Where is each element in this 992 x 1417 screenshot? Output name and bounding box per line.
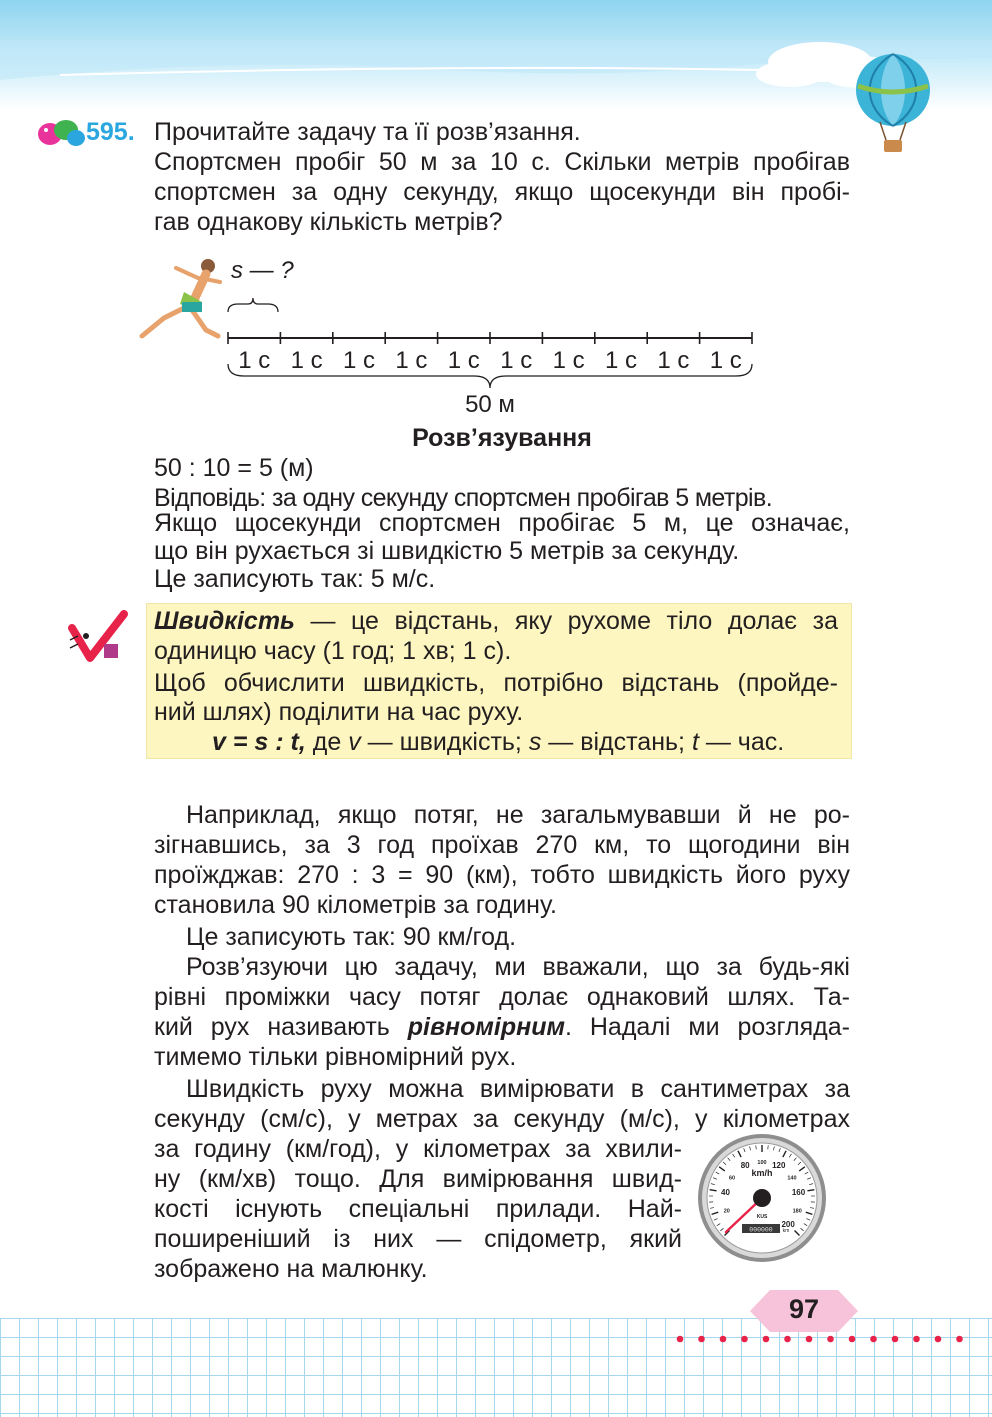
tick-label: 1 с bbox=[552, 347, 585, 374]
hot-air-balloon-icon bbox=[852, 52, 934, 156]
task-line-2: Спортсмен пробіг 50 м за 10 с. Скільки метрів пробігав bbox=[154, 148, 850, 176]
body-p3-line-1: Розв’язуючи цю задачу, ми вважали, що за будь-які bbox=[186, 953, 850, 981]
odometer-unit: km bbox=[782, 1228, 790, 1234]
solution-line-1: 50 : 10 = 5 (м) bbox=[154, 454, 314, 482]
definition-line-3: Щоб обчислити швидкість, потрібно відстань (пройде- bbox=[154, 669, 838, 697]
body-p4-line-4: ну (км/хв) тощо. Для вимірювання швид- bbox=[154, 1165, 682, 1193]
page-number: 97 bbox=[788, 1294, 820, 1324]
speedometer-scale-label: 140 bbox=[787, 1175, 797, 1182]
speedometer-scale-label: 60 bbox=[729, 1175, 736, 1182]
body-p1-line-1: Наприклад, якщо потяг, не загальмувавши й не ро- bbox=[186, 801, 850, 829]
solution-line-3: Якщо щосекунди спортсмен пробігає 5 м, це означає, bbox=[154, 509, 850, 537]
body-p4-line-6: поширеніший із них — спідометр, який bbox=[154, 1225, 682, 1253]
page-number-badge bbox=[748, 1288, 860, 1334]
dot bbox=[827, 1336, 834, 1343]
speedometer-scale-label: 160 bbox=[791, 1188, 806, 1198]
dot bbox=[677, 1336, 684, 1343]
body-p3-line-4: тимемо тільки рівномірний рух. bbox=[154, 1043, 517, 1071]
cloud-decoration bbox=[0, 40, 992, 120]
solution-line-5: Це записують так: 5 м/с. bbox=[154, 565, 436, 593]
tick-label: 1 с bbox=[290, 347, 323, 374]
body-p1-line-4: становила 90 кілометрів за годину. bbox=[154, 891, 557, 919]
body-p4-line-2: секунду (см/с), у метрах за секунду (м/с), у кілометрах bbox=[154, 1105, 850, 1133]
body-p1-line-3: проїжджав: 270 : 3 = 90 (км), тобто швидкість його руху bbox=[154, 861, 850, 889]
dot bbox=[956, 1336, 963, 1343]
dot bbox=[720, 1336, 727, 1343]
tick-label: 1 с bbox=[500, 347, 533, 374]
dot bbox=[806, 1336, 813, 1343]
tick-label: 1 с bbox=[238, 347, 271, 374]
speedometer-scale-label: 200 bbox=[781, 1220, 795, 1230]
distance-diagram bbox=[136, 252, 776, 422]
dot bbox=[913, 1336, 920, 1343]
speedometer-scale-label: 120 bbox=[772, 1161, 786, 1171]
tick-label: 1 с bbox=[709, 347, 742, 374]
tick-label: 1 с bbox=[342, 347, 376, 374]
dot-decoration bbox=[672, 1331, 972, 1347]
speedometer-brand: KUS bbox=[756, 1214, 768, 1220]
task-marker-icon bbox=[36, 116, 86, 148]
definition-line-1: Швидкість — це відстань, яку рухоме тіло долає за bbox=[154, 607, 838, 635]
total-label: 50 м bbox=[465, 391, 515, 418]
tick-labels bbox=[238, 347, 742, 374]
solution-line-4: що він рухається зі швидкістю 5 метрів за секунду. bbox=[154, 537, 740, 565]
speedometer-image bbox=[696, 1132, 828, 1264]
speedometer-scale-label: 180 bbox=[792, 1208, 802, 1215]
solution-heading: Розв’язування bbox=[412, 424, 592, 452]
uniform-motion-term: рівномірним bbox=[407, 1013, 565, 1041]
check-mark-icon bbox=[66, 610, 130, 666]
dot bbox=[698, 1336, 705, 1343]
dot bbox=[763, 1336, 770, 1343]
speedometer-scale-label: 20 bbox=[723, 1208, 730, 1215]
body-p4-line-1: Швидкість руху можна вимірювати в сантиметрах за bbox=[186, 1075, 850, 1103]
runner-icon bbox=[142, 259, 220, 336]
speedometer-scale-label: 40 bbox=[721, 1188, 730, 1198]
odometer-value: 000000 bbox=[749, 1226, 773, 1234]
body-p1-line-2: зігнавшись, за 3 год проїхав 270 км, то щогодини він bbox=[154, 831, 850, 859]
body-p2: Це записують так: 90 км/год. bbox=[186, 923, 517, 951]
segment-label: s — ? bbox=[231, 257, 294, 284]
dot bbox=[935, 1336, 942, 1343]
body-p4-line-5: кості існують спеціальні прилади. Най- bbox=[154, 1195, 682, 1223]
speedometer-unit: km/h bbox=[751, 1168, 773, 1178]
task-line-4: гав однакову кількість метрів? bbox=[154, 208, 503, 236]
definition-line-2: одиницю часу (1 год; 1 хв; 1 с). bbox=[154, 637, 512, 665]
body-p3-line-3: кий рух називають рівномірним. Надалі ми розгляда- bbox=[154, 1013, 850, 1041]
solution-line-2: Відповідь: за одну секунду спортсмен пробігав 5 метрів. bbox=[154, 484, 773, 512]
task-line-1: Прочитайте задачу та її розв’язання. bbox=[154, 118, 581, 146]
tick-label: 1 с bbox=[657, 347, 690, 374]
task-line-3: спортсмен за одну секунду, якщо щосекунди він пробі- bbox=[154, 178, 850, 206]
definition-term: Швидкість bbox=[154, 607, 295, 635]
body-p4-line-3: за годину (км/год), у кілометрах за хвили- bbox=[154, 1135, 682, 1163]
definition-formula: v = s : t, де v — швидкість; s — відстань; t — час. bbox=[212, 728, 785, 756]
task-number: 595. bbox=[86, 118, 135, 146]
tick-label: 1 с bbox=[447, 347, 480, 374]
dot bbox=[870, 1336, 877, 1343]
body-p3-line-2: рівні проміжки часу потяг долає однаковий шлях. Та- bbox=[154, 983, 850, 1011]
segment-brace bbox=[228, 298, 278, 312]
definition-line-4: ний шлях) поділити на час руху. bbox=[154, 698, 524, 726]
dot bbox=[892, 1336, 899, 1343]
dot bbox=[784, 1336, 791, 1343]
dot bbox=[741, 1336, 748, 1343]
dot bbox=[849, 1336, 856, 1343]
speedometer-scale-label: 100 bbox=[757, 1160, 767, 1166]
tick-label: 1 с bbox=[604, 347, 638, 374]
tick-label: 1 с bbox=[395, 347, 428, 374]
body-p4-line-7: зображено на малюнку. bbox=[154, 1255, 428, 1283]
speedometer-scale-label: 80 bbox=[740, 1161, 750, 1171]
